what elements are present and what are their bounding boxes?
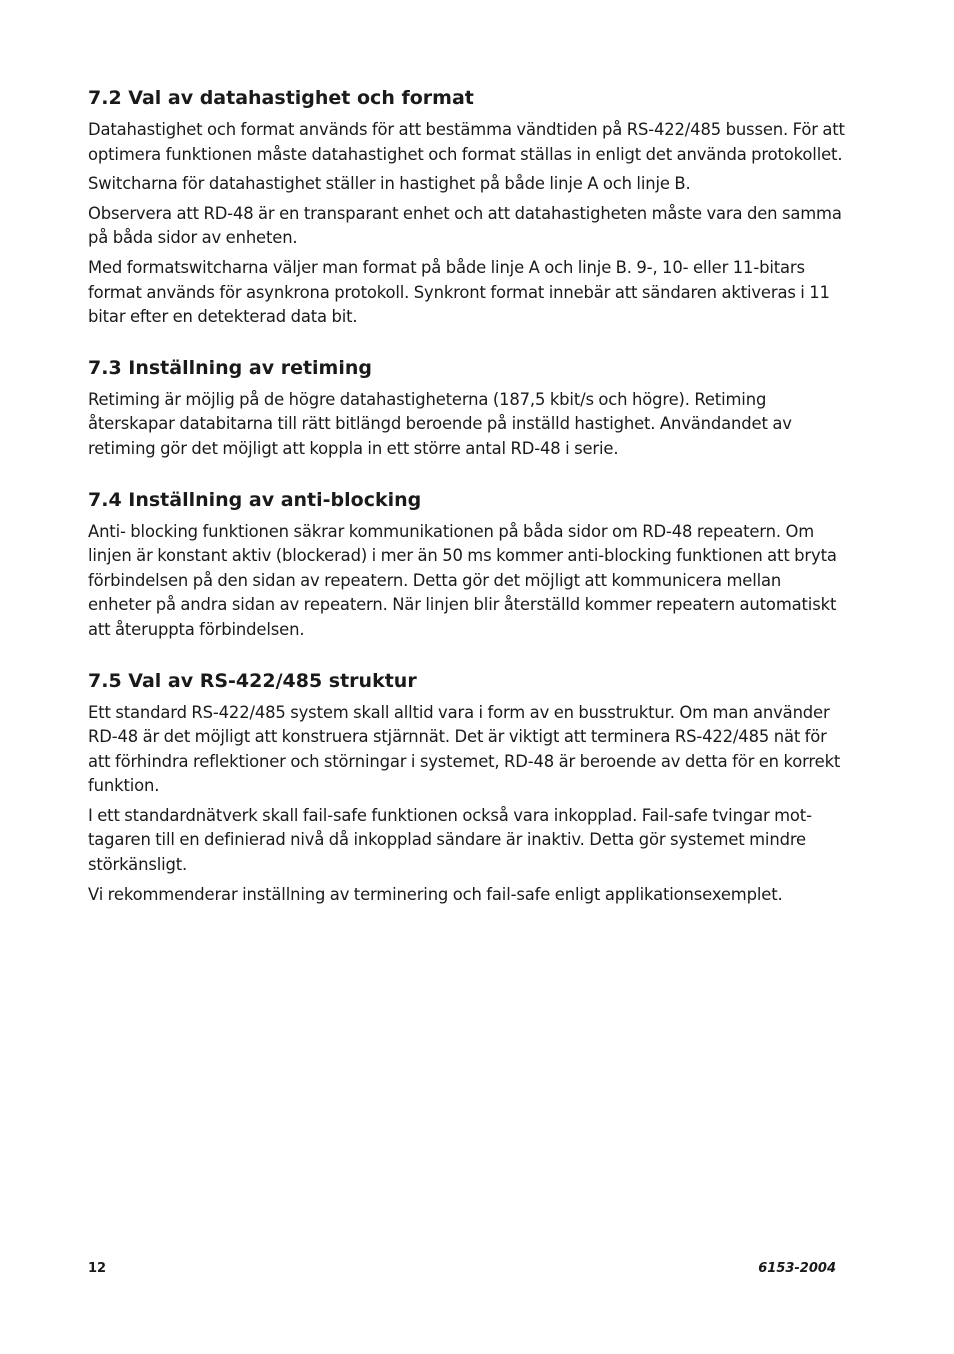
section-heading: 7.5 Val av RS-422/485 struktur: [88, 669, 417, 692]
section-7-5: [88, 667, 848, 908]
paragraph: Retiming är möjlig på de högre datahastigheterna (187,5 kbit/s och högre). Retiming återskapar databitarna till rätt bitlängd beroende på inställd hastighet. Användandet av retiming gör det möjligt att koppla in ett större antal RD-48 i serie.: [88, 389, 792, 458]
paragraph: Ett standard RS-422/485 system skall alltid vara i form av en busstruktur. Om man använder RD-48 är det möjligt att konstruera stjärnnät. Det är viktigt att terminera RS-422/485 nät för att förhindra reflektioner och störningar i systemet, RD-48 är beroende av detta för en korrekt funktion.: [88, 702, 841, 796]
section-7-2: [88, 84, 848, 330]
paragraph: Vi rekommenderar inställning av terminering och fail-safe enligt applikationsexemplet.: [88, 884, 783, 904]
document-id: 6153-2004: [758, 1261, 836, 1276]
section-7-4: [88, 486, 848, 643]
page-number: 12: [88, 1261, 107, 1276]
paragraph: Med formatswitcharna väljer man format på både linje A och linje B. 9-, 10- eller 11-bitars format används för asynkrona protokoll. Synkront format innebär att sändaren aktiveras i 11 bitar efter en detekterad data bit.: [88, 257, 830, 327]
paragraph: Switcharna för datahastighet ställer in hastighet på både linje A och linje B.: [88, 174, 691, 194]
section-heading: 7.2 Val av datahastighet och format: [88, 87, 474, 109]
paragraph: Observera att RD-48 är en transparant enhet och att datahastigheten måste vara den samma på båda sidor av enheten.: [88, 203, 842, 248]
page-footer: [88, 1261, 836, 1276]
section-heading: 7.4 Inställning av anti-blocking: [88, 488, 422, 511]
paragraph: Anti- blocking funktionen säkrar kommunikationen på båda sidor om RD-48 repeatern. Om linjen är konstant aktiv (blockerad) i mer än 50 ms kommer anti-blocking funktionen att bryta förbindelsen på den sidan av repeatern. Detta gör det möjligt att kommunicera mellan enheter på andra sidan av repeatern. När linjen blir återställd kommer repeatern automatiskt att återuppta förbindelsen.: [88, 521, 837, 639]
document-body: [88, 84, 848, 931]
paragraph: I ett standardnätverk skall fail-safe funktionen också vara inkopplad. Fail-safe tvingar mot-tagaren till en definierad nivå då inkopplad sändare är inaktiv. Detta gör systemet mindre störkänsligt.: [88, 805, 812, 875]
section-7-3: [88, 354, 848, 462]
section-heading: 7.3 Inställning av retiming: [88, 356, 372, 379]
paragraph: Datahastighet och format används för att bestämma vändtiden på RS-422/485 bussen. För att optimera funktionen måste datahastighet och format ställas in enligt det använda protokollet.: [88, 120, 845, 164]
